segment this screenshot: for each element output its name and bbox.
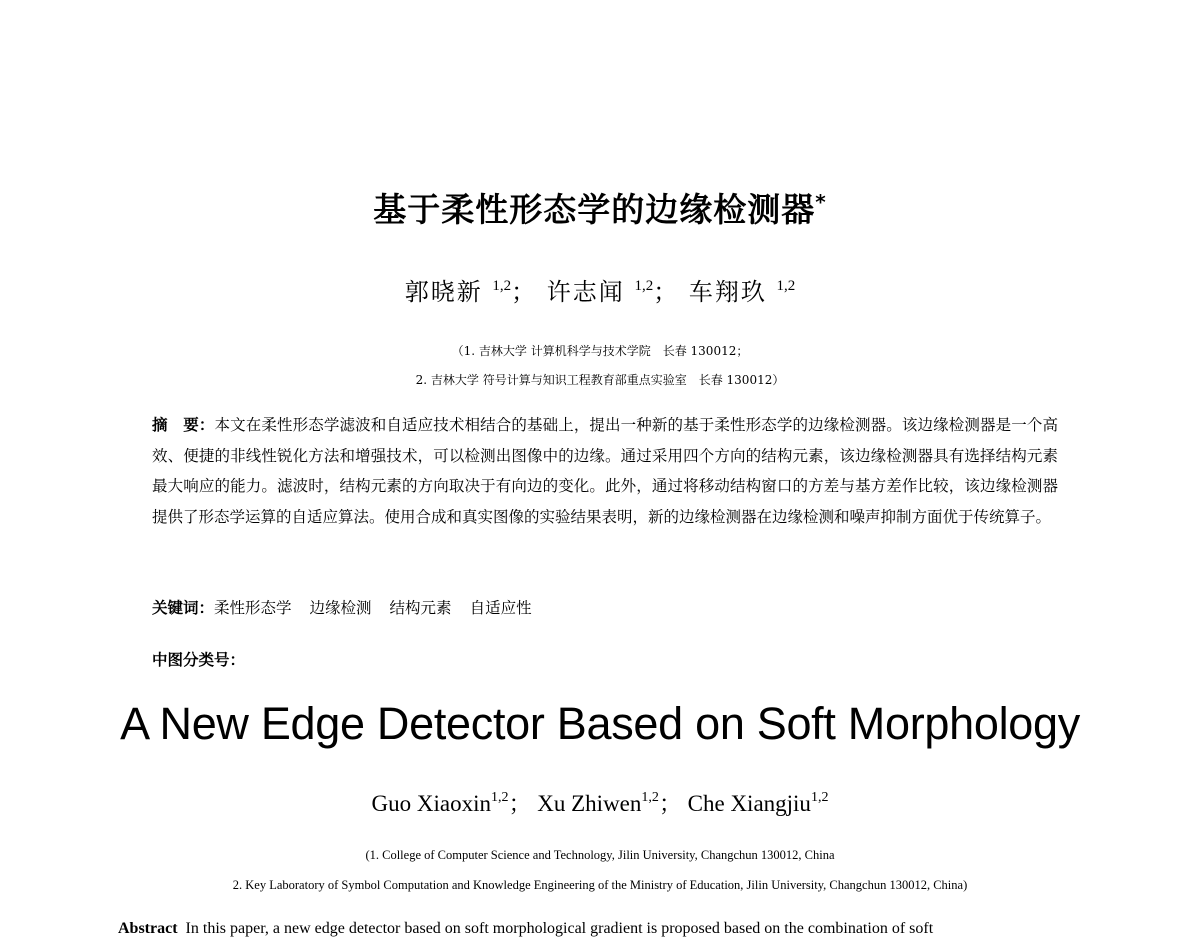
chinese-authors (0, 272, 1200, 307)
chinese-abstract (152, 410, 1058, 532)
chinese-keywords (152, 596, 550, 618)
english-title: A New Edge Detector Based on Soft Morphology (120, 698, 1080, 749)
english-abstract-label: Abstract (118, 920, 178, 937)
english-author-name: Xu Zhiwen (537, 791, 642, 816)
chinese-author-affiliation-mark: 1,2 (776, 278, 796, 294)
english-author-name: Guo Xiaoxin (371, 791, 492, 816)
english-affiliation-2: 2. Key Laboratory of Symbol Computation and Knowledge Engineering of the Ministry of Education, Jilin University, Changchun 130012, China) (232, 878, 968, 892)
title-footnote-mark: * (815, 190, 827, 214)
chinese-abstract-text: 本文在柔性形态学滤波和自适应技术相结合的基础上，提出一种新的基于柔性形态学的边缘检测器。该边缘检测器是一个高效、便捷的非线性锐化方法和增强技术，可以检测出图像中的边缘。通过采用四个方向的结构元素，该边缘检测器具有选择结构元素最大响应的能力。滤波时，结构元素的方向取决于有向边的变化。此外，通过将移动结构窗口的方差与基方差作比较，该边缘检测器提供了形态学运算的自适应算法。使用合成和真实图像的实验结果表明，新的边缘检测器在边缘检测和噪声抑制方面优于传统算子。 (152, 416, 1058, 526)
keyword: 柔性形态学 (214, 599, 292, 617)
chinese-author-affiliation-mark: 1,2 (634, 278, 654, 294)
author-separator: ； (658, 791, 682, 816)
chinese-title (0, 184, 1200, 231)
english-author-name: Che Xiangjiu (687, 791, 811, 816)
chinese-author-name: 车翔玖 (688, 278, 767, 306)
english-abstract-text: In this paper, a new edge detector based on soft morphological gradient is proposed based on the combination of soft (185, 920, 934, 937)
chinese-title-text: 基于柔性形态学的边缘检测器 (373, 190, 816, 229)
author-separator: ； (511, 278, 538, 306)
english-affiliation-1: (1. College of Computer Science and Technology, Jilin University, Changchun 130012, China (365, 848, 835, 862)
classification-label: 中图分类号： (152, 651, 246, 669)
english-abstract (118, 920, 1118, 938)
chinese-affiliation-1: （1. 吉林大学 计算机科学与技术学院 长春 130012； (451, 344, 749, 358)
keyword: 自适应性 (469, 599, 532, 617)
keyword: 边缘检测 (309, 599, 372, 617)
english-author-affiliation-mark: 1,2 (641, 790, 659, 805)
english-authors (0, 785, 1200, 818)
classification-number (152, 648, 245, 670)
author-separator: ； (653, 278, 680, 306)
english-author-affiliation-mark: 1,2 (810, 790, 829, 805)
chinese-author-name: 许志闻 (546, 278, 625, 306)
chinese-author-affiliation-mark: 1,2 (492, 278, 512, 294)
keywords-label: 关键词： (152, 599, 215, 617)
english-author-affiliation-mark: 1,2 (491, 790, 509, 805)
chinese-affiliation-2: 2. 吉林大学 符号计算与知识工程教育部重点实验室 长春 130012） (415, 373, 785, 387)
chinese-author-name: 郭晓新 (404, 278, 483, 306)
keyword: 结构元素 (389, 599, 452, 617)
chinese-abstract-label: 摘 要： (152, 416, 215, 434)
author-separator: ； (508, 791, 532, 816)
